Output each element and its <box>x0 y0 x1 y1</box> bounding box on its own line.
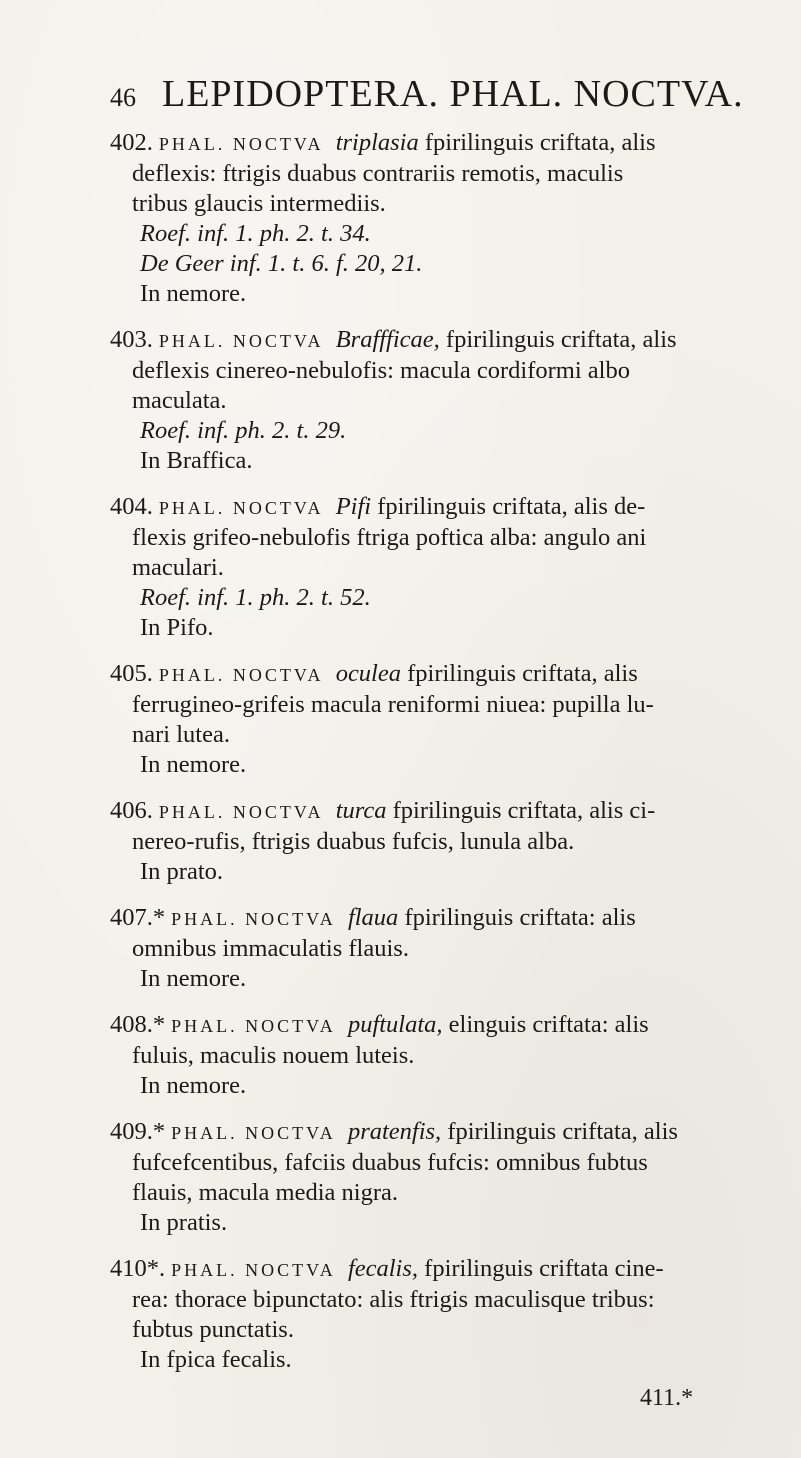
entry-410 <box>110 1254 770 1375</box>
description-line: tribus glaucis intermediis. <box>132 190 386 217</box>
genus-name: PHAL. NOCTVA <box>158 331 324 351</box>
description-line: omnibus immaculatis flauis. <box>132 935 409 962</box>
habitat-line: In fpica fecalis. <box>140 1346 292 1373</box>
habitat-line: In nemore. <box>140 965 247 992</box>
page-number: 46 <box>110 83 136 112</box>
description-line: ferrugineo-grifeis macula reniformi niuea: pupilla lu- <box>132 691 654 718</box>
genus-name: PHAL. NOCTVA <box>171 1016 336 1036</box>
entry-406 <box>110 796 770 887</box>
species-name: triplasia <box>335 129 419 156</box>
species-name: oculea <box>335 660 401 687</box>
description-line: fpirilinguis criftata, alis <box>424 129 656 156</box>
description-line: nereo-rufis, ftrigis duabus fufcis, lunula alba. <box>132 828 575 855</box>
description-line: fubtus punctatis. <box>132 1316 294 1343</box>
entry-list <box>110 128 770 1375</box>
species-name: Braffficae, <box>335 326 440 353</box>
description-line: flauis, macula media nigra. <box>132 1179 398 1206</box>
entry-number: 403. <box>110 326 153 353</box>
entry-number: 410*. <box>110 1255 166 1282</box>
entry-409 <box>110 1117 770 1238</box>
description-line: deflexis: ftrigis duabus contrariis remotis, maculis <box>132 160 624 187</box>
entry-number: 408.* <box>110 1011 166 1038</box>
species-name: puftulata, <box>347 1011 443 1038</box>
description-line: deflexis cinereo-nebulofis: macula cordiformi albo <box>132 357 630 384</box>
entry-407 <box>110 903 770 994</box>
habitat-line: In Pifo. <box>140 614 214 641</box>
running-head: LEPIDOPTERA. PHAL. NOCTVA. <box>162 73 744 115</box>
reference-line: Roef. inf. 1. ph. 2. t. 34. <box>140 220 371 247</box>
entry-number: 405. <box>110 660 153 687</box>
reference-line: Roef. inf. 1. ph. 2. t. 52. <box>140 584 371 611</box>
description-line: fufcefcentibus, fafciis duabus fufcis: omnibus fubtus <box>132 1149 648 1176</box>
description-line: fpirilinguis criftata: alis <box>404 904 636 931</box>
entry-number: 406. <box>110 797 153 824</box>
species-name: flaua <box>347 904 399 931</box>
entry-404 <box>110 492 770 643</box>
genus-name: PHAL. NOCTVA <box>171 909 336 929</box>
genus-name: PHAL. NOCTVA <box>171 1260 336 1280</box>
description-line: elinguis criftata: alis <box>448 1011 649 1038</box>
genus-name: PHAL. NOCTVA <box>171 1123 336 1143</box>
species-name: fecalis, <box>347 1255 419 1282</box>
habitat-line: In nemore. <box>140 280 247 307</box>
genus-name: PHAL. NOCTVA <box>158 498 324 518</box>
habitat-line: In Braffica. <box>140 447 253 474</box>
description-line: fuluis, maculis nouem luteis. <box>132 1042 415 1069</box>
description-line: fpirilinguis criftata, alis <box>407 660 638 687</box>
habitat-line: In nemore. <box>140 751 247 778</box>
description-line: fpirilinguis criftata, alis <box>445 326 677 353</box>
genus-name: PHAL. NOCTVA <box>158 802 324 822</box>
description-line: maculata. <box>132 387 227 414</box>
description-line: fpirilinguis criftata, alis de- <box>377 493 646 520</box>
reference-line: De Geer inf. 1. t. 6. f. 20, 21. <box>140 250 423 277</box>
page-header <box>110 72 750 132</box>
description-line: fpirilinguis criftata, alis ci- <box>392 797 656 824</box>
description-line: flexis grifeo-nebulofis ftriga poftica alba: angulo ani <box>132 524 647 551</box>
genus-name: PHAL. NOCTVA <box>158 134 324 154</box>
habitat-line: In prato. <box>140 858 223 885</box>
entry-number: 404. <box>110 493 153 520</box>
entry-403 <box>110 325 770 476</box>
entry-402 <box>110 128 770 309</box>
description-line: nari lutea. <box>132 721 230 748</box>
entry-405 <box>110 659 770 780</box>
habitat-line: In pratis. <box>140 1209 228 1236</box>
description-line: maculari. <box>132 554 224 581</box>
catchword: 411.* <box>640 1385 694 1411</box>
species-name: pratenfis, <box>347 1118 442 1145</box>
description-line: fpirilinguis criftata, alis <box>447 1118 678 1145</box>
species-name: Pifi <box>335 493 372 520</box>
species-name: turca <box>335 797 387 824</box>
habitat-line: In nemore. <box>140 1072 247 1099</box>
entry-number: 402. <box>110 129 153 156</box>
entry-408 <box>110 1010 770 1101</box>
description-line: fpirilinguis criftata cine- <box>424 1255 664 1282</box>
description-line: rea: thorace bipunctato: alis ftrigis maculisque tribus: <box>132 1286 655 1313</box>
genus-name: PHAL. NOCTVA <box>158 665 324 685</box>
entry-number: 407.* <box>110 904 166 931</box>
reference-line: Roef. inf. ph. 2. t. 29. <box>140 417 347 444</box>
entry-number: 409.* <box>110 1118 166 1145</box>
